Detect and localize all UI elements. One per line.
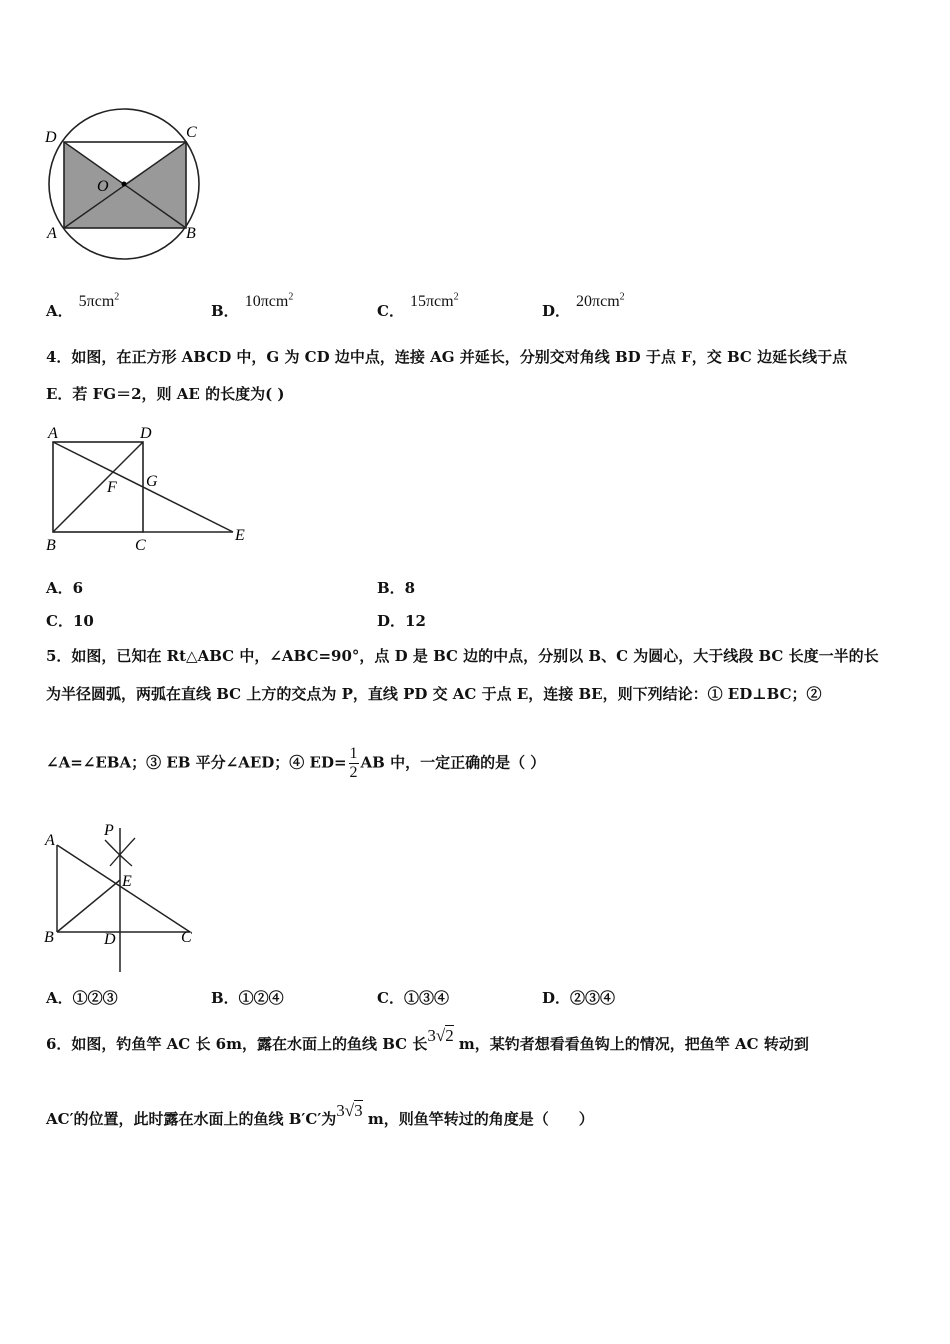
q4-option-a[interactable]: A．6 — [46, 579, 84, 597]
label-D: D — [140, 425, 152, 442]
q5-line3: ∠A=∠EBA；③ EB 平分∠AED；④ ED= $\frac{1}{2}$ AB 中，一定正确的是（ ） — [46, 745, 546, 781]
label-F: F — [107, 479, 117, 496]
q4-option-d[interactable]: D．12 — [377, 612, 426, 630]
circle-rectangle-figure — [40, 105, 220, 265]
triangle-construction-figure — [40, 820, 210, 975]
label-O: O — [97, 178, 109, 195]
label-B: B — [46, 537, 56, 554]
fraction-one-half: $\frac{1}{2}$ — [349, 745, 358, 781]
q3-option-d[interactable]: D．20πcm$^2$ — [542, 291, 625, 320]
label-A: A — [48, 425, 58, 442]
q4-line2: E．若 FG＝2，则 AE 的长度为( ) — [46, 385, 285, 403]
radical-3-root-3: 3√3 — [336, 1101, 363, 1120]
q6-line1: 6．如图，钓鱼竿 AC 长 6m，露在水面上的鱼线 BC 长3√2 m，某钓者想看看鱼钩上的情况，把鱼竿 AC 转动到 — [46, 1026, 809, 1053]
label-B: B — [186, 225, 196, 242]
q6-line2: AC′的位置，此时露在水面上的鱼线 B′C′为3√3 m，则鱼竿转过的角度是（ ） — [46, 1101, 594, 1128]
label-D: D — [104, 931, 116, 948]
q3-option-c[interactable]: C．15πcm$^2$ — [377, 291, 459, 320]
label-A: A — [47, 225, 57, 242]
label-E: E — [122, 873, 132, 890]
q4-line1: 4．如图，在正方形 ABCD 中，G 为 CD 边中点，连接 AG 并延长，分别交对角线 BD 于点 F，交 BC 边延长线于点 — [46, 348, 848, 366]
q3-option-a[interactable]: A．5πcm$^2$ — [46, 291, 120, 320]
q5-line2: 为半径圆弧，两弧在直线 BC 上方的交点为 P，直线 PD 交 AC 于点 E，连接 BE，则下列结论：① ED⊥BC；② — [46, 685, 822, 703]
radical-3-root-2: 3√2 — [427, 1026, 454, 1045]
label-G: G — [146, 473, 158, 490]
q5-line1: 5．如图，已知在 Rt△ABC 中，∠ABC=90°，点 D 是 BC 边的中点，分别以 B、C 为圆心，大于线段 BC 长度一半的长 — [46, 647, 879, 665]
q4-option-c[interactable]: C．10 — [46, 612, 94, 630]
q3-option-b[interactable]: B．10πcm$^2$ — [211, 291, 294, 320]
q5-option-d[interactable]: D．②③④ — [542, 989, 616, 1007]
label-P: P — [104, 822, 114, 839]
label-C: C — [135, 537, 146, 554]
square-figure — [40, 420, 260, 555]
q4-option-b[interactable]: B．8 — [377, 579, 416, 597]
label-D: D — [45, 129, 57, 146]
label-A: A — [45, 832, 55, 849]
label-B: B — [44, 929, 54, 946]
q5-option-a[interactable]: A．①②③ — [46, 989, 118, 1007]
label-C: C — [186, 124, 197, 141]
q5-option-c[interactable]: C．①③④ — [377, 989, 449, 1007]
label-E: E — [235, 527, 245, 544]
label-C: C — [181, 929, 192, 946]
q5-option-b[interactable]: B．①②④ — [211, 989, 284, 1007]
